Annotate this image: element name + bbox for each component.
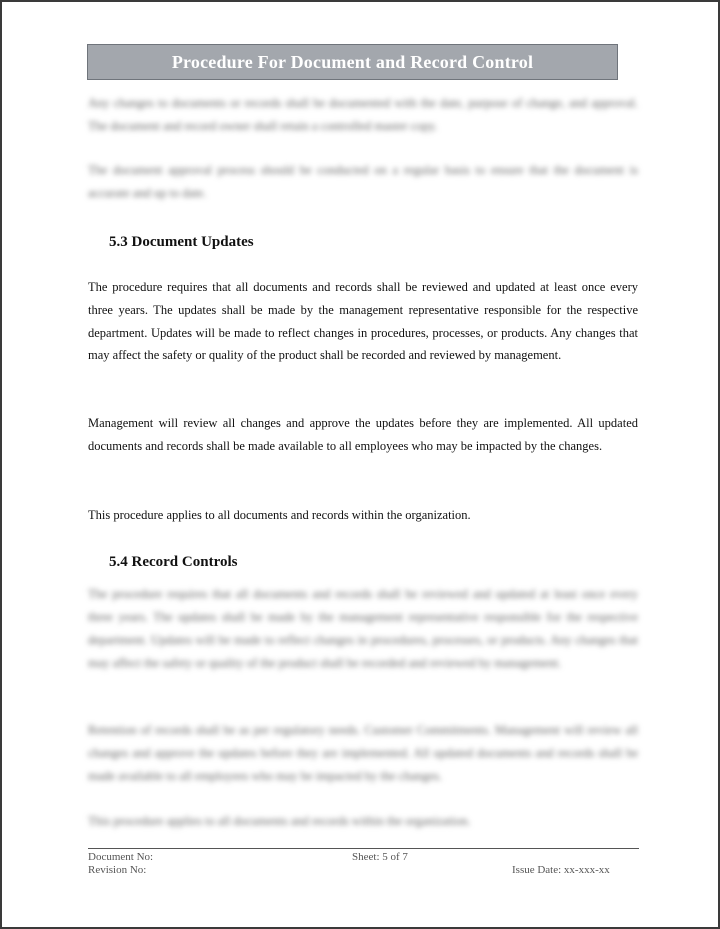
revision-number-label: Revision No: — [88, 864, 147, 876]
section-heading-record-controls: 5.4 Record Controls — [109, 554, 238, 570]
footer-divider — [88, 848, 639, 849]
blurred-paragraph: The document approval process should be conducted on a regular basis to ensure that the document is accurate and up to date. — [88, 163, 638, 200]
blurred-paragraph: The procedure requires that all documents and records shall be reviewed and updated at least once every three years. The updates shall be made by the management representative responsible for the respective department. Updates will be made to reflect changes in procedures, processes, or products. Any changes that may affect the safety or quality of the product shall be recorded and reviewed by management. — [88, 587, 638, 670]
page-title: Procedure For Document and Record Control — [87, 44, 618, 80]
blurred-paragraph: Retention of records shall be as per regulatory needs. Customer Commitments. Management will review all changes and approve the updates before they are implemented. All updated documents and records shall be made available to all employees who may be impacted by the changes. — [88, 723, 638, 783]
issue-date: Issue Date: xx-xxx-xx — [512, 864, 610, 876]
paragraph: Management will review all changes and approve the updates before they are implemented. All updated documents and records shall be made available to all employees who may be impacted by the changes. — [88, 416, 638, 453]
section-heading-document-updates: 5.3 Document Updates — [109, 234, 254, 250]
blurred-paragraph: This procedure applies to all documents and records within the organization. — [88, 814, 471, 828]
blurred-paragraph: Any changes to documents or records shall be documented with the date, purpose of change, and approval. The document and record owner shall retain a controlled master copy. — [88, 96, 638, 133]
document-number-label: Document No: — [88, 851, 154, 863]
paragraph: This procedure applies to all documents and records within the organization. — [88, 508, 471, 522]
sheet-number: Sheet: 5 of 7 — [352, 851, 408, 863]
paragraph: The procedure requires that all documents and records shall be reviewed and updated at least once every three years. The updates shall be made by the management representative responsible for the respective department. Updates will be made to reflect changes in procedures, processes, or products. Any changes that may affect the safety or quality of the product shall be recorded and reviewed by management. — [88, 280, 638, 363]
